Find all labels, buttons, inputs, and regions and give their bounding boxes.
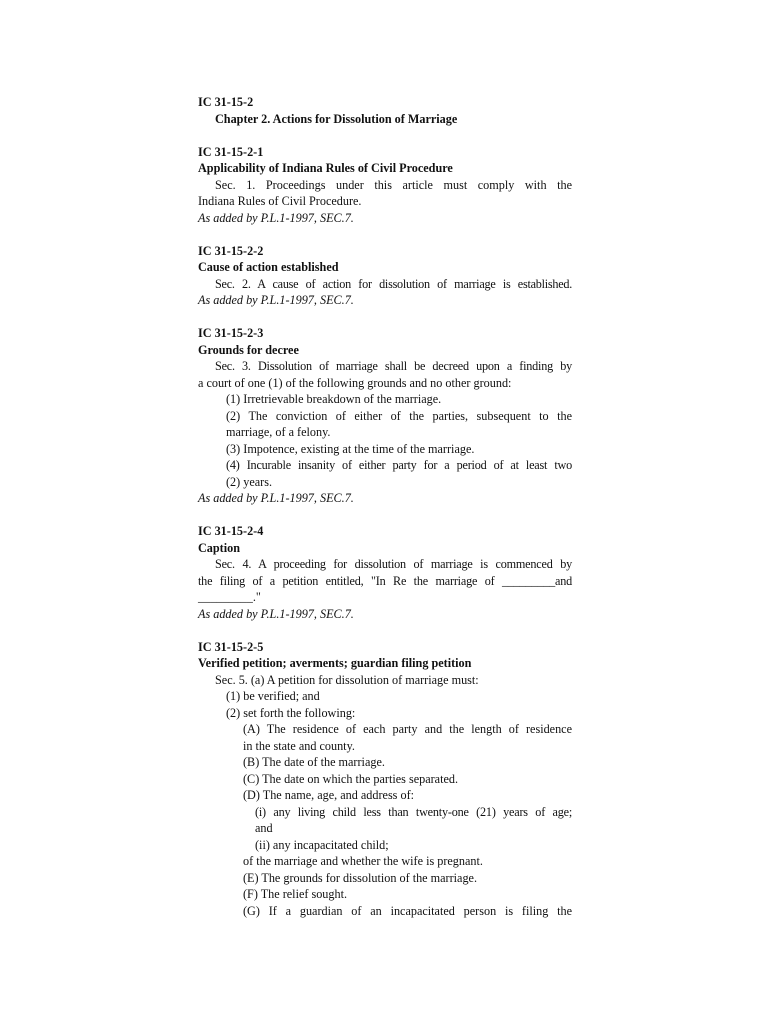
section-3-ground: (3) Impotence, existing at the time of the marriage. [226, 441, 475, 456]
section-5-clause-cont: and [255, 821, 273, 835]
section-3-history: As added by P.L.1-1997, SEC.7. [198, 491, 354, 505]
section-1-code: IC 31-15-2-1 [198, 144, 264, 159]
section-5-subitem: (G) If a guardian of an incapacitated person is filing the [243, 903, 572, 918]
spacer [198, 226, 572, 243]
section-3-text-line: a court of one (1) of the following grounds and no other ground: [198, 375, 512, 390]
section-3-ground: (2) The conviction of either of the parties, subsequent to the [226, 408, 572, 423]
section-5-subitem-cont: in the state and county. [243, 738, 355, 753]
section-5-item: (1) be verified; and [226, 689, 320, 703]
section-1-heading: Applicability of Indiana Rules of Civil Procedure [198, 161, 453, 175]
spacer [198, 309, 572, 326]
section-1-text-line: Sec. 1. Proceedings under this article must comply with the [215, 177, 572, 192]
section-2-text-line: Sec. 2. A cause of action for dissolution of marriage is established. [215, 276, 572, 291]
section-4-heading: Caption [198, 540, 240, 555]
section-2-heading: Cause of action established [198, 260, 339, 274]
section-3-ground: (4) Incurable insanity of either party for a period of at least two [226, 458, 572, 472]
section-5-subitem: (B) The date of the marriage. [243, 755, 385, 769]
section-3-text-line: Sec. 3. Dissolution of marriage shall be decreed upon a finding by [215, 359, 572, 373]
section-5-subitem-cont: of the marriage and whether the wife is pregnant. [243, 854, 483, 868]
statute-page [198, 94, 572, 919]
section-4-code: IC 31-15-2-4 [198, 524, 264, 538]
section-3-heading: Grounds for decree [198, 342, 299, 357]
chapter-title: Chapter 2. Actions for Dissolution of Marriage [215, 111, 458, 126]
spacer [198, 127, 572, 144]
section-5-subitem: (F) The relief sought. [243, 887, 348, 901]
section-4-text-line: the filing of a petition entitled, "In Re the marriage of _________and [198, 573, 572, 588]
section-5-subitem: (C) The date on which the parties separated. [243, 771, 459, 786]
section-5-code: IC 31-15-2-5 [198, 639, 264, 654]
section-4-text-line: _________." [198, 590, 261, 604]
spacer [198, 507, 572, 524]
section-3-code: IC 31-15-2-3 [198, 326, 264, 340]
section-4-history: As added by P.L.1-1997, SEC.7. [198, 606, 354, 621]
section-5-heading: Verified petition; averments; guardian filing petition [198, 656, 472, 670]
section-3-ground-cont: marriage, of a felony. [226, 425, 331, 439]
section-3-ground: (1) Irretrievable breakdown of the marriage. [226, 392, 442, 406]
section-2-code: IC 31-15-2-2 [198, 243, 264, 258]
section-3-ground-cont: (2) years. [226, 474, 273, 489]
section-5-clause: (i) any living child less than twenty-one (21) years of age; [255, 804, 572, 819]
section-5-text-line: Sec. 5. (a) A petition for dissolution of marriage must: [215, 672, 479, 687]
spacer [198, 622, 572, 639]
section-5-item: (2) set forth the following: [226, 705, 356, 720]
section-1-history: As added by P.L.1-1997, SEC.7. [198, 210, 354, 225]
section-5-subitem: (D) The name, age, and address of: [243, 788, 415, 802]
section-5-subitem: (A) The residence of each party and the length of residence [243, 722, 572, 736]
section-1-text-line: Indiana Rules of Civil Procedure. [198, 194, 362, 208]
section-2-history: As added by P.L.1-1997, SEC.7. [198, 293, 354, 307]
section-5-clause: (ii) any incapacitated child; [255, 837, 389, 852]
chapter-code: IC 31-15-2 [198, 95, 254, 109]
section-4-text-line: Sec. 4. A proceeding for dissolution of marriage is commenced by [215, 557, 572, 571]
section-5-subitem: (E) The grounds for dissolution of the marriage. [243, 870, 477, 885]
